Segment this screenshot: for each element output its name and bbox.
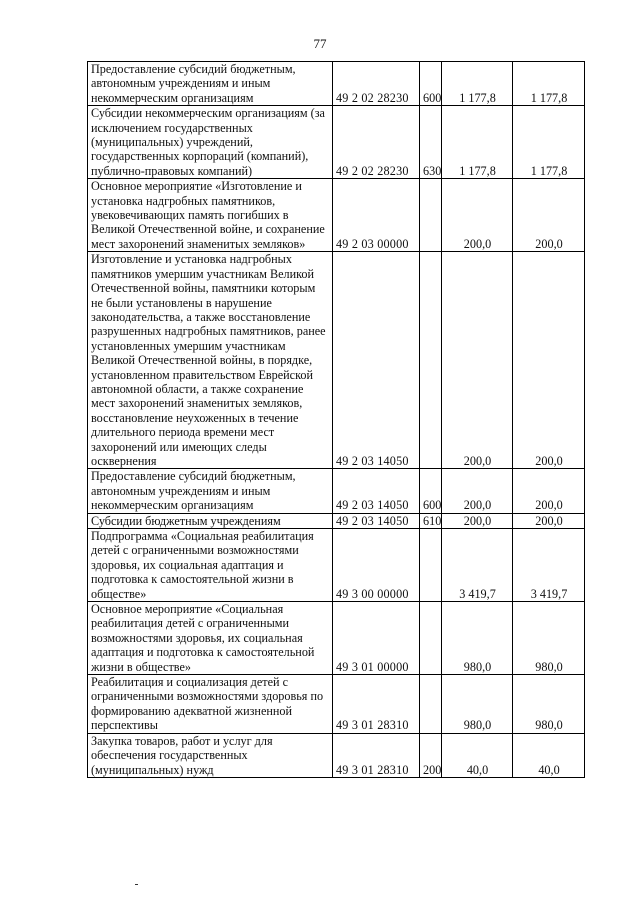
- row-amount-1-cell: 980,0: [442, 602, 513, 675]
- row-name-cell: Подпрограмма «Социальная реабилитация детей с ограниченными возможностями здоровья, их социальная адаптация и подготовка к самостоятельной жизни в обществе»: [88, 529, 333, 602]
- row-expense-type-cell: [420, 179, 442, 252]
- row-amount-1-cell: 200,0: [442, 179, 513, 252]
- row-name-cell: Предоставление субсидий бюджетным, автономным учреждениям и иным некоммерческим организациям: [88, 469, 333, 513]
- table-row: [88, 675, 585, 734]
- table-row: [88, 529, 585, 602]
- row-code-cell: 49 2 03 14050: [333, 513, 420, 528]
- row-amount-2-cell: 1 177,8: [513, 62, 585, 106]
- table-row: [88, 106, 585, 179]
- row-code-cell: 49 2 03 14050: [333, 252, 420, 469]
- scan-mark: [135, 884, 138, 885]
- row-expense-type-cell: [420, 529, 442, 602]
- budget-table: [87, 61, 585, 778]
- row-code-cell: 49 2 02 28230: [333, 106, 420, 179]
- row-expense-type-cell: 600: [420, 469, 442, 513]
- row-code-cell: 49 2 03 14050: [333, 469, 420, 513]
- table-row: [88, 513, 585, 528]
- row-amount-2-cell: 40,0: [513, 733, 585, 777]
- row-amount-1-cell: 980,0: [442, 675, 513, 734]
- row-code-cell: 49 3 01 28310: [333, 733, 420, 777]
- row-expense-type-cell: 630: [420, 106, 442, 179]
- row-amount-2-cell: 200,0: [513, 513, 585, 528]
- page-number: 77: [313, 36, 327, 51]
- row-name-cell: Субсидии бюджетным учреждениям: [88, 513, 333, 528]
- row-amount-1-cell: 200,0: [442, 252, 513, 469]
- row-amount-2-cell: 200,0: [513, 469, 585, 513]
- row-amount-2-cell: 980,0: [513, 675, 585, 734]
- row-expense-type-cell: [420, 602, 442, 675]
- row-amount-2-cell: 980,0: [513, 602, 585, 675]
- row-name-cell: Предоставление субсидий бюджетным, автономным учреждениям и иным некоммерческим организациям: [88, 62, 333, 106]
- row-name-cell: Реабилитация и социализация детей с ограниченными возможностями здоровья по формированию адекватной жизненной перспективы: [88, 675, 333, 734]
- row-code-cell: 49 3 01 28310: [333, 675, 420, 734]
- row-amount-2-cell: 200,0: [513, 252, 585, 469]
- table-row: [88, 602, 585, 675]
- row-amount-2-cell: 200,0: [513, 179, 585, 252]
- table-row: [88, 252, 585, 469]
- row-name-cell: Закупка товаров, работ и услуг для обеспечения государственных (муниципальных) нужд: [88, 733, 333, 777]
- table-row: [88, 469, 585, 513]
- row-amount-1-cell: 40,0: [442, 733, 513, 777]
- row-code-cell: 49 3 00 00000: [333, 529, 420, 602]
- row-amount-2-cell: 3 419,7: [513, 529, 585, 602]
- row-expense-type-cell: 600: [420, 62, 442, 106]
- row-expense-type-cell: [420, 675, 442, 734]
- row-code-cell: 49 2 03 00000: [333, 179, 420, 252]
- row-amount-1-cell: 1 177,8: [442, 62, 513, 106]
- row-code-cell: 49 2 02 28230: [333, 62, 420, 106]
- row-amount-1-cell: 3 419,7: [442, 529, 513, 602]
- row-code-cell: 49 3 01 00000: [333, 602, 420, 675]
- row-name-cell: Основное мероприятие «Изготовление и установка надгробных памятников, увековечивающих память погибших в Великой Отечественной войне, и сохранение мест захоронений знаменитых земляков»: [88, 179, 333, 252]
- row-expense-type-cell: [420, 252, 442, 469]
- row-amount-1-cell: 1 177,8: [442, 106, 513, 179]
- row-expense-type-cell: 200: [420, 733, 442, 777]
- row-expense-type-cell: 610: [420, 513, 442, 528]
- row-amount-2-cell: 1 177,8: [513, 106, 585, 179]
- row-name-cell: Изготовление и установка надгробных памятников умершим участникам Великой Отечественной войны, памятники которым не были установлены в нарушение законодательства, а также восстановление разрушенных надгробных памятников, ранее установленных умершим участникам Великой Отечественной войны, в порядке, установленном правительством Еврейской автономной области, а также сохранение мест захоронений знаменитых земляков, восстановление неухоженных в течение длительного периода времени мест захоронений или имеющих следы осквернения: [88, 252, 333, 469]
- table-row: [88, 179, 585, 252]
- budget-table-body: [88, 62, 585, 778]
- table-row: [88, 62, 585, 106]
- row-amount-1-cell: 200,0: [442, 513, 513, 528]
- row-amount-1-cell: 200,0: [442, 469, 513, 513]
- row-name-cell: Субсидии некоммерческим организациям (за исключением государственных (муниципальных) учреждений, государственных корпораций (компаний), публично-правовых компаний): [88, 106, 333, 179]
- table-row: [88, 733, 585, 777]
- row-name-cell: Основное мероприятие «Социальная реабилитация детей с ограниченными возможностями здоровья, их социальная адаптация и подготовка к самостоятельной жизни в обществе»: [88, 602, 333, 675]
